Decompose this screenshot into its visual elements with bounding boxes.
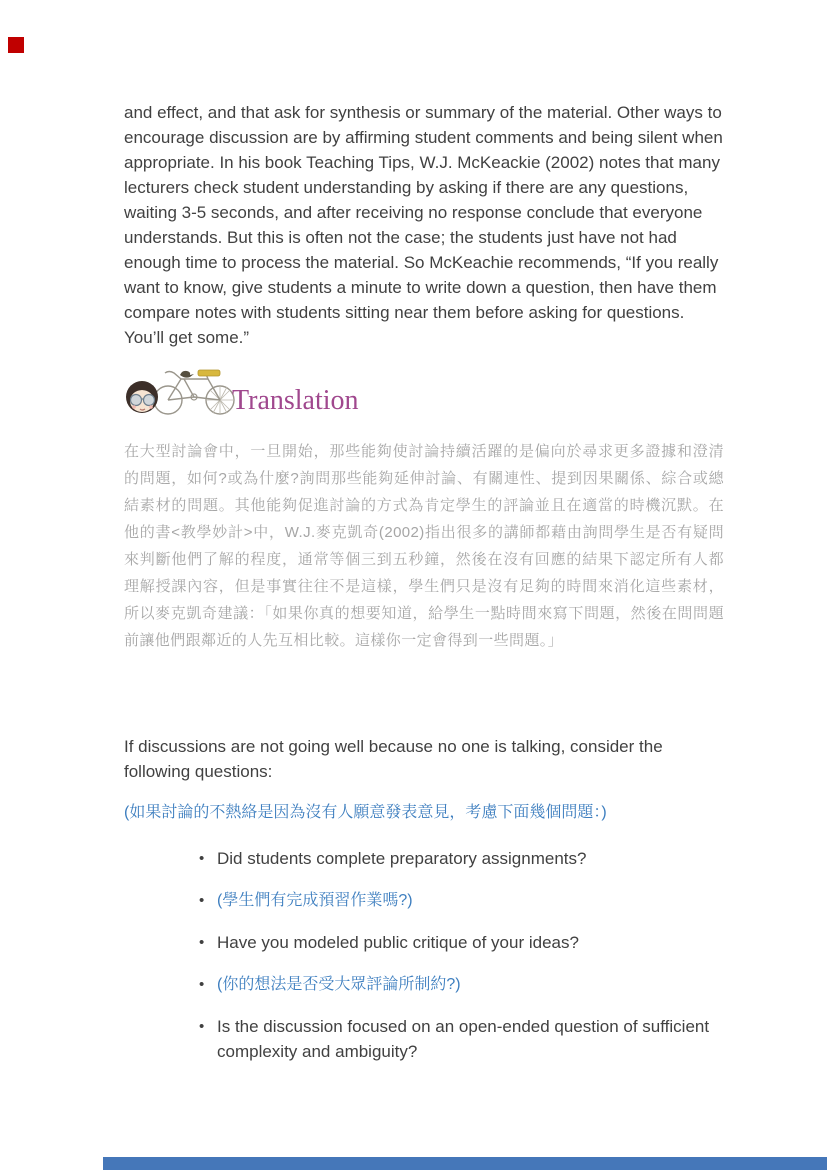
list-item: • Is the discussion focused on an open-ended question of sufficient complexity and ambiguity?	[199, 1014, 724, 1064]
bicycle-girl-icon	[124, 366, 244, 418]
question-list	[124, 846, 724, 1064]
list-item: • Have you modeled public critique of your ideas?	[199, 930, 724, 955]
translation-logo-label: Translation	[232, 385, 359, 416]
question-intro-en: If discussions are not going well because no one is talking, consider the following questions:	[124, 737, 663, 781]
translation-logo	[124, 366, 724, 418]
bottom-blue-bar	[103, 1157, 827, 1170]
list-item: • (你的想法是否受大眾評論所制約?)	[199, 972, 724, 997]
list-item: • (學生們有完成預習作業嗎?)	[199, 888, 724, 913]
paragraph-main: and effect, and that ask for synthesis or summary of the material. Other ways to encourage discussion are by affirming student comments and being silent when appropriate. In his book Teaching Tips, W.J. McKeackie (2002) notes that many lecturers check student understanding by asking if there are any questions, waiting 3-5 seconds, and after receiving no response conclude that everyone understands. But this is often not the case; the students just have not had enough time to process the material. So McKeachie recommends, “If you really want to know, give students a minute to write down a question, then have them compare notes with students sitting near them before asking for questions. You’ll get some.”	[124, 103, 723, 347]
list-item: • Did students complete preparatory assignments?	[199, 846, 724, 871]
translation-paragraph: 在大型討論會中，一旦開始，那些能夠使討論持續活躍的是偏向於尋求更多證據和澄清的問題，如何?或為什麼?詢問那些能夠延伸討論、有關連性、提到因果關係、綜合或總結素材的問題。其他能夠促進討論的方式為肯定學生的評論並且在適當的時機沉默。在他的書<教學妙計>中，W.J.麥克凱奇(2002)指出很多的講師都藉由詢問學生是否有疑問來判斷他們了解的程度，通常等個三到五秒鐘，然後在沒有回應的結果下認定所有人都理解授課內容，但是事實往往不是這樣，學生們只是沒有足夠的時間來消化這些素材，所以麥克凱奇建議：「如果你真的想要知道，給學生一點時間來寫下問題，然後在問問題前讓他們跟鄰近的人先互相比較。這樣你一定會得到一些問題。」	[124, 443, 724, 649]
document-content	[124, 0, 724, 1064]
red-marker	[8, 37, 24, 53]
question-intro-zh: (如果討論的不熱絡是因為沒有人願意發表意見，考慮下面幾個問題：)	[124, 804, 607, 821]
